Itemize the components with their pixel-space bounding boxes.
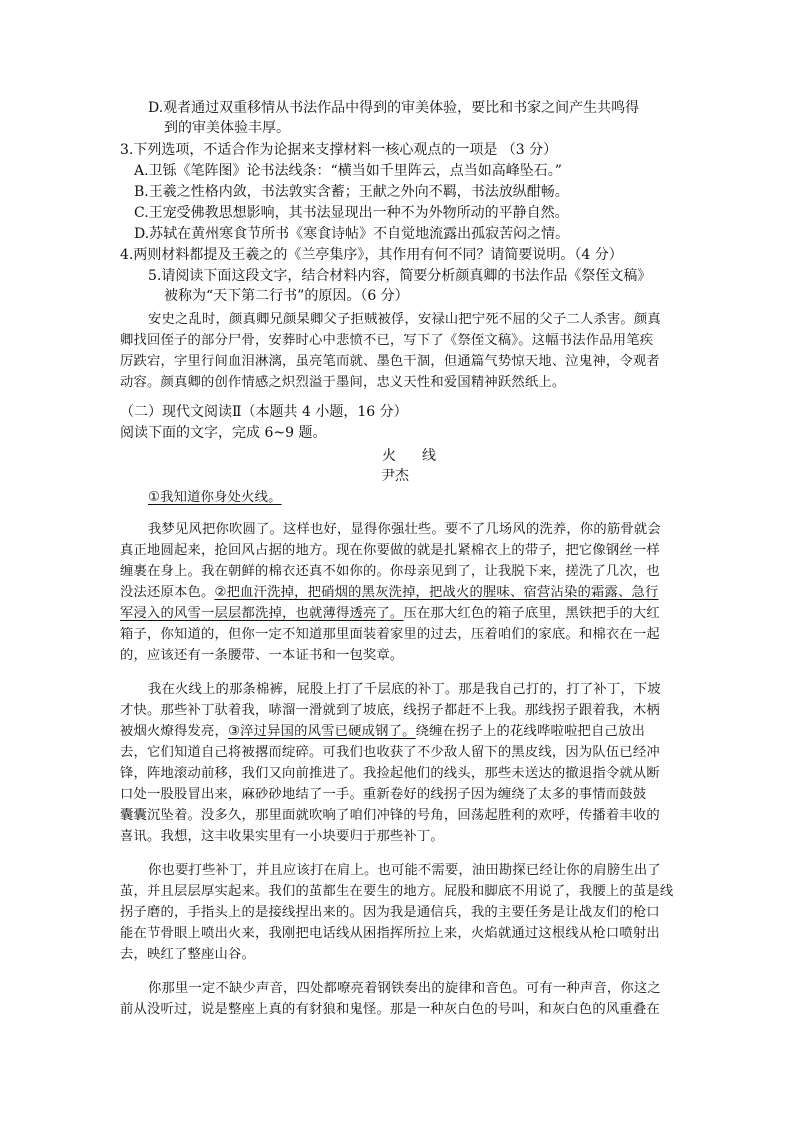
q3-option-d: D.苏轼在黄州寒食节所书《寒食诗帖》不自觉地流露出孤寂苦闷之情。 [134,226,570,242]
text-run: 绕缠在拐子上的花线哗啦啦把自己放出 [415,724,646,739]
q2-option-d-line1: D.观者通过双重移情从书法作品中得到的审美体验，要比和书家之间产生共鸣得 [148,100,640,116]
paragraph-line: 能在节骨眼上喷出火来，我刚把电话线从困指挥所拉上来，火焰就通过这根线从枪口喷射出 [120,926,660,941]
paragraph-line: 真正地圆起来，抢回风占据的地方。现在你要做的就是扎紧棉衣上的带子，把它像钢丝一样 [120,543,660,558]
passage5-line: 卿找回侄子的部分尸骨，安葬时心中悲愤不已，写下了《祭侄文稿》。这幅书法作品用笔疾 [120,333,654,348]
paragraph-line: 的，应该还有一条腰带、一本证书和一包奖章。 [120,648,404,663]
paragraph-line: 拐子磨的，手指头上的是接线捏出来的。因为我是通信兵，我的主要任务是让战友们的枪口 [120,905,660,920]
q5-stem-line2: 被称为“天下第二行书”的原因。（6 分） [164,288,409,304]
paragraph-line: 口处一股股冒出来，麻砂砂地结了一手。重新卷好的线拐子因为缠绕了太多的事情而鼓鼓 [120,787,647,802]
passage5-line: 厉跌宕，字里行间血泪淋漓，虽亮笔而就、墨色干涸，但通篇气势惊天地、泣鬼神，令观者 [120,354,660,369]
paragraph-line: 我在火线上的那条棉裤，屁股上打了千层底的补丁。那是我自己打的，打了补丁，下坡 [148,682,661,697]
paragraph-line: 锋，阵地滚动前移，我们又向前推进了。我捡起他们的线头，那些未送达的撤退指令就从断 [120,766,660,781]
q4-stem: 4.两则材料都提及王羲之的《兰亭集序》，其作用有何不同？请简要说明。（4 分） [120,247,623,263]
q5-stem-line1: 5.请阅读下面这段文字，结合材料内容，简要分析颜真卿的书法作品《祭侄文稿》 [148,268,652,284]
paragraph-line: 喜讯。我想，这丰收果实里有一小块要归于那些补丁。 [120,829,444,844]
paragraph-1-underlined: ①我知道你身处火线。 [148,490,282,505]
paragraph-line: 箱子，你知道的，但你一定不知道那里面装着家里的过去，压着咱们的家底。和棉衣在一起 [120,627,660,642]
paragraph-line [120,722,645,742]
paragraph-line: 你也要打些补丁，并且应该打在肩上。也可能不需要，油田勘探已经让你的肩膀生出了 [148,863,661,878]
underlined-sentence-3: ③淬过异国的风雪已硬成钢了。 [227,724,416,739]
underlined-sentence-2-end: 军浸入的风雪一层层都洗掉，也就薄得透亮了。 [120,606,404,621]
q3-option-b: B.王羲之性格内敛，书法敦实含蓄；王献之外向不羁，书法放纵酣畅。 [134,184,569,200]
paragraph-line: 茧，并且层层厚实起来。我们的茧都生在要生的地方。屁股和脚底不用说了，我腰上的茧是线 [120,884,674,899]
section2-heading: （二）现代文阅读Ⅱ（本题共 4 小题，16 分） [120,404,408,420]
article-author: 尹杰 [381,468,409,484]
q3-option-c: C.王宠受佛教思想影响，其书法显现出一种不为外物所动的平静自然。 [134,205,569,221]
underlined-sentence-2: ②把血汗洗掉，把硝烟的黑灰洗掉，把战火的腥味、宿营沾染的霜露、急行 [214,585,659,600]
q3-option-a: A.卫铄《笔阵图》论书法线条：“横当如千里阵云，点当如高峰坠石。” [134,163,562,179]
paragraph-line: 去，映红了整座山谷。 [120,947,255,962]
passage5-line: 安史之乱时，颜真卿兄颜杲卿父子拒贼被俘，安禄山把宁死不屈的父子二人杀害。颜真 [148,312,661,327]
q2-option-d-line2: 到的审美体验丰厚。 [164,120,290,136]
article-title: 火线 [382,448,462,464]
paragraph-line [120,604,660,624]
paragraph-line [120,583,659,603]
paragraph-line: 前从没听过，说是整座上真的有豺狼和鬼怪。那是一种灰白色的号叫，和灰白色的风重叠在 [120,1002,660,1017]
section2-instruction: 阅读下面的文字，完成 6~9 题。 [120,425,327,441]
q3-stem: 3.下列选项，不适合作为论据来支撑材料一核心观点的一项是 （3 分） [120,142,558,158]
text-run: 被烟火燎得发亮， [120,724,228,739]
paragraph-line: 你那里一定不缺少声音，四处都嘹亮着钢铁奏出的旋律和音色。可有一种声音，你这之 [148,981,661,996]
text-run: 没法还原本色。 [120,585,215,600]
passage5-line: 动容。颜真卿的创作情感之炽烈溢于墨间，忠义天性和爱国精神跃然纸上。 [120,375,566,390]
paragraph-line: 才快。那些补丁驮着我，哧溜一滑就到了坡底，线拐子都赶不上我。那线拐子跟着我，木柄 [120,703,660,718]
paragraph-line: 囊囊沉坠着。没多久，那里面就吹响了咱们冲锋的号角，回荡起胜利的欢呼，传播着丰收的 [120,808,660,823]
paragraph-line: 去，它们知道自己将被撂而绽碎。可我们也收获了不少敌人留下的黑皮线，因为队伍已经冲 [120,745,660,760]
paragraph-line: 缠裹在身上。我在朝鲜的棉衣还真不如你的。你母亲见到了，让我脱下来，搓洗了几次，也 [120,564,660,579]
text-run: 压在那大红色的箱子底里，黑铁把手的大红 [403,606,660,621]
paragraph-line: 我梦见风把你吹圆了。这样也好，显得你强壮些。要不了几场风的洗养，你的筋骨就会 [148,522,661,537]
